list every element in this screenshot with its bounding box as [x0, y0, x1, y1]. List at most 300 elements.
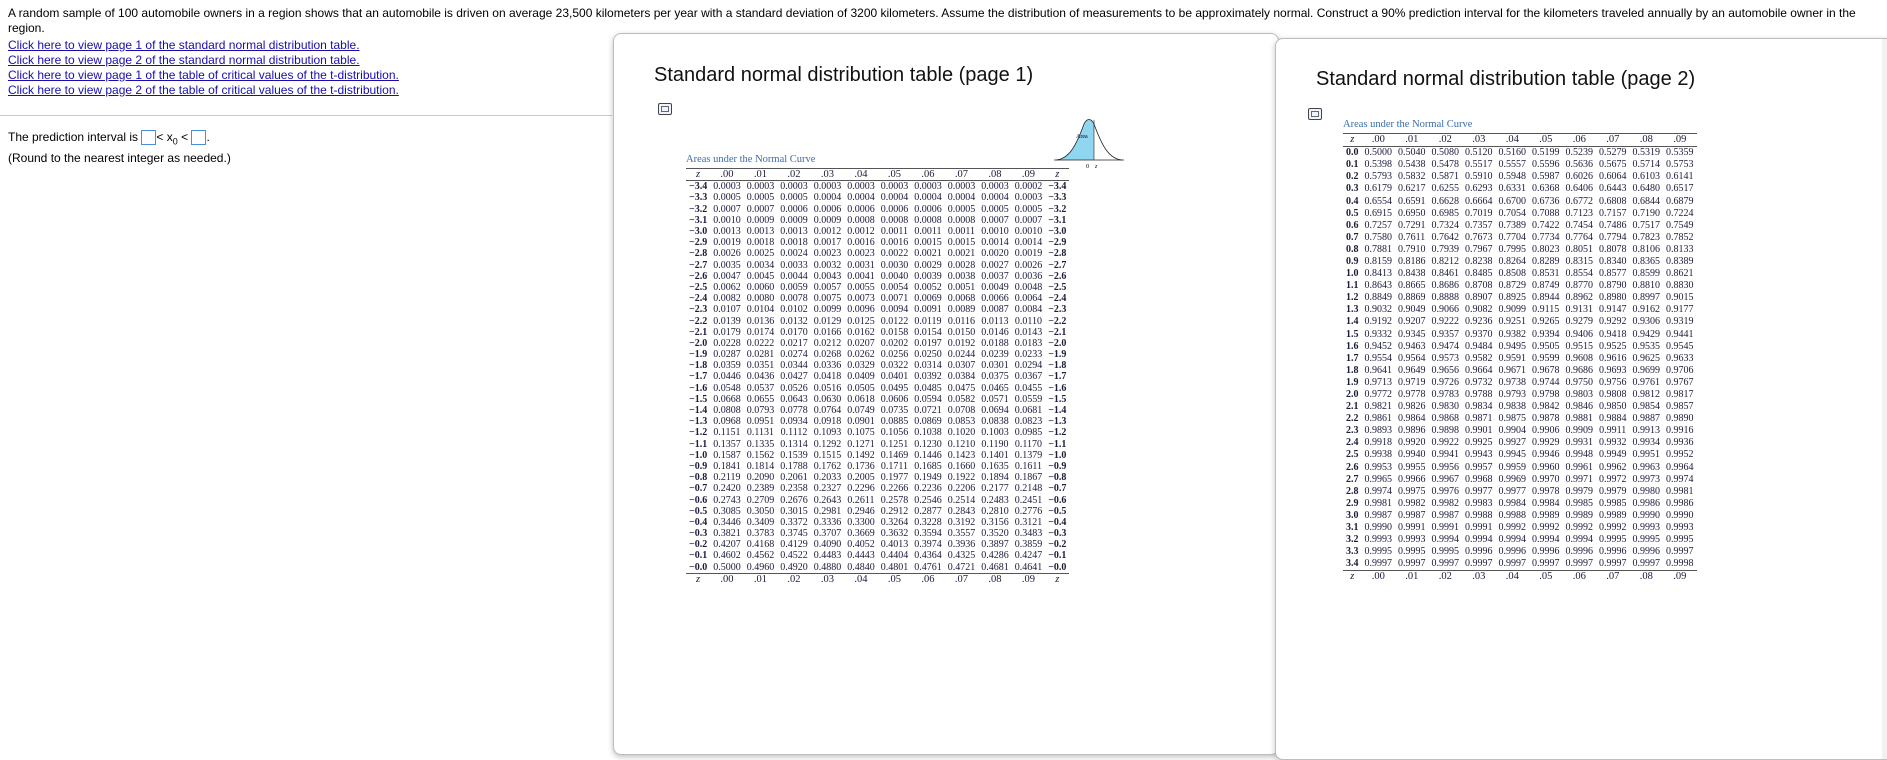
table-cell: 0.8944: [1532, 292, 1560, 304]
table-cell: 0.0918: [813, 416, 842, 428]
table-cell: 0.9713: [1364, 376, 1392, 388]
table-cell: 0.0655: [746, 393, 775, 405]
table-cell: 0.9616: [1599, 352, 1627, 364]
table-cell: 0.9977: [1498, 485, 1526, 497]
table-cell: 0.0516: [813, 382, 842, 394]
table-cell: 0.9987: [1364, 509, 1392, 521]
link-t-table-page-1[interactable]: Click here to view page 1 of the table of critical values of the t-distribution.: [8, 68, 399, 82]
table-cell: 0.0668: [713, 393, 741, 405]
table-cell: 0.0052: [914, 281, 942, 293]
table-cell: 0.9988: [1465, 509, 1493, 521]
table-cell: 0.0041: [847, 270, 875, 282]
table-cell: 0.8389: [1666, 255, 1694, 267]
table-cell: 0.0004: [981, 192, 1009, 204]
table-cell: 0.0002: [1014, 181, 1043, 193]
table-cell: 0.9099: [1498, 304, 1526, 316]
table-cell: 0.9793: [1498, 389, 1526, 401]
normal-table-page-2-window[interactable]: [1275, 38, 1887, 760]
table-cell: −1.5: [689, 393, 708, 405]
table-cell: 0.7734: [1532, 231, 1560, 243]
table-cell: 0.0250: [914, 349, 942, 361]
curve-title: Areas under the Normal Curve: [1343, 119, 1473, 130]
table-cell: 0.6443: [1599, 183, 1627, 195]
table-cell: 0.1660: [947, 460, 976, 472]
table-cell: 0.0606: [880, 393, 909, 405]
table-cell: 0.6628: [1431, 195, 1459, 207]
table-cell: 0.9996: [1599, 546, 1627, 558]
table-cell: 0.0643: [780, 393, 808, 405]
table-cell: 0.9871: [1465, 413, 1493, 425]
table-cell: 0.0084: [1014, 304, 1043, 316]
column-footer: .02: [1429, 571, 1463, 584]
table-cell: 0.0007: [1014, 214, 1043, 226]
table-cell: 0.4880: [813, 561, 842, 573]
table-cell: 0.7: [1346, 231, 1359, 243]
table-cell: −2.5: [689, 281, 708, 293]
table-cell: 0.0125: [847, 315, 875, 327]
table-cell: 0.9929: [1532, 437, 1560, 449]
table-cell: 0.0045: [746, 270, 775, 282]
table-cell: 0.5438: [1398, 159, 1426, 171]
table-cell: 0.0901: [847, 416, 875, 428]
table-cell: −1.4: [1048, 405, 1067, 417]
table-cell: 0.9978: [1532, 485, 1560, 497]
table-cell: 0.9968: [1465, 473, 1493, 485]
table-row: [686, 550, 1069, 561]
table-row: [686, 383, 1069, 394]
table-cell: 0.9887: [1632, 413, 1660, 425]
table-cell: 0.7580: [1364, 231, 1392, 243]
table-cell: 0.9989: [1565, 509, 1593, 521]
table-cell: −1.0: [689, 449, 708, 461]
table-cell: 0.0010: [713, 214, 741, 226]
table-cell: 0.0150: [947, 326, 976, 338]
table-cell: 0.9418: [1599, 328, 1627, 340]
table-cell: 0.6331: [1498, 183, 1526, 195]
table-cell: 0.0778: [780, 405, 808, 417]
table-cell: 0.9936: [1666, 437, 1694, 449]
table-cell: 0.9319: [1666, 316, 1694, 328]
column-footer: .09: [1012, 573, 1046, 585]
table-cell: 0.9988: [1498, 509, 1526, 521]
table-cell: 0.0485: [914, 382, 942, 394]
table-cell: 0.9989: [1599, 509, 1627, 521]
table-cell: 0.9997: [1632, 558, 1660, 570]
table-cell: −1.7: [689, 371, 708, 383]
table-cell: 0.9861: [1364, 413, 1392, 425]
table-cell: 0.4013: [880, 539, 909, 551]
table-cell: 0.0314: [914, 360, 942, 372]
table-row: [1343, 474, 1697, 486]
table-cell: 0.2643: [813, 494, 842, 506]
table-cell: 0.0094: [880, 304, 909, 316]
table-cell: 0.9985: [1599, 497, 1627, 509]
table-cell: 0.0853: [947, 416, 976, 428]
table-cell: 0.1685: [914, 460, 942, 472]
table-cell: 0.6103: [1632, 171, 1660, 183]
table-cell: −2.1: [689, 326, 708, 338]
table-cell: 0.9671: [1498, 364, 1526, 376]
table-cell: 0.9015: [1666, 292, 1694, 304]
table-cell: 0.0006: [847, 203, 875, 215]
table-cell: 0.5040: [1398, 147, 1426, 159]
table-cell: 0.0143: [1014, 326, 1043, 338]
table-cell: 0.4247: [1014, 550, 1043, 562]
table-cell: −1.1: [1048, 438, 1067, 450]
table-row: [686, 260, 1069, 271]
table-row: [686, 427, 1069, 438]
table-cell: 0.9996: [1632, 546, 1660, 558]
table-cell: 0.6554: [1364, 195, 1392, 207]
table-cell: 3.2: [1346, 534, 1359, 546]
table-cell: −2.0: [689, 337, 708, 349]
table-cell: 0.1788: [780, 460, 808, 472]
table-cell: 0.0036: [1014, 270, 1043, 282]
table-cell: 0.9265: [1532, 316, 1560, 328]
table-cell: −0.2: [1048, 539, 1067, 551]
table-cell: 0.0582: [947, 393, 976, 405]
link-normal-table-page-2[interactable]: Click here to view page 2 of the standard normal distribution table.: [8, 53, 360, 67]
table-cell: 0.9983: [1465, 497, 1493, 509]
table-cell: 0.9495: [1498, 340, 1526, 352]
table-cell: 0.0764: [813, 405, 842, 417]
table-cell: 0.0005: [947, 203, 976, 215]
column-footer: .02: [777, 573, 811, 585]
table-cell: 0.9699: [1632, 364, 1660, 376]
table-cell: 0.1841: [713, 460, 741, 472]
table-cell: 0.8340: [1599, 255, 1627, 267]
table-cell: 0.3821: [713, 528, 741, 540]
table-cell: −1.9: [689, 349, 708, 361]
table-cell: 0.3409: [746, 516, 775, 528]
table-cell: 0.2206: [947, 483, 976, 495]
table-cell: 0.8264: [1498, 255, 1526, 267]
table-row: [1343, 195, 1697, 207]
column-footer: .08: [978, 573, 1012, 585]
table-cell: 0.0262: [847, 349, 875, 361]
table-cell: 0.8186: [1398, 255, 1426, 267]
table-cell: 0.9686: [1565, 364, 1593, 376]
table-cell: 0.0026: [713, 248, 741, 260]
table-row: [686, 271, 1069, 282]
table-cell: 0.0375: [981, 371, 1009, 383]
table-cell: 0.0029: [914, 259, 942, 271]
x-symbol: x: [166, 130, 173, 144]
table-cell: 0.0003: [914, 181, 942, 193]
table-cell: 0.9625: [1632, 352, 1660, 364]
table-row: [1343, 341, 1697, 353]
table-cell: 0.5675: [1599, 159, 1627, 171]
column-footer: .05: [1529, 571, 1563, 584]
table-cell: 0.9332: [1364, 328, 1392, 340]
table-cell: 0.6772: [1565, 195, 1593, 207]
table-cell: 0.0044: [780, 270, 808, 282]
table-row: [1343, 462, 1697, 474]
table-cell: 0.0018: [780, 237, 808, 249]
table-cell: 0.9881: [1565, 413, 1593, 425]
table-cell: 1.9: [1346, 376, 1359, 388]
table-cell: 0.9971: [1565, 473, 1593, 485]
table-row: [1343, 244, 1697, 256]
table-cell: 0.9996: [1532, 546, 1560, 558]
table-cell: 0.2148: [1014, 483, 1043, 495]
table-cell: 0.8238: [1465, 255, 1493, 267]
table-header-row: [686, 169, 1069, 181]
table-cell: 0.9279: [1565, 316, 1593, 328]
table-cell: 1.8: [1346, 364, 1359, 376]
table-cell: 0.9990: [1632, 509, 1660, 521]
table-row: [686, 226, 1069, 237]
column-header: .02: [777, 169, 811, 181]
table-cell: 0.2743: [713, 494, 741, 506]
table-cell: 1.5: [1346, 328, 1359, 340]
table-cell: 0.1922: [947, 472, 976, 484]
table-cell: 0.8438: [1398, 268, 1426, 280]
table-cell: 0.5279: [1599, 147, 1627, 159]
table-cell: 0.9970: [1532, 473, 1560, 485]
table-cell: 0.0003: [713, 181, 741, 193]
copy-icon[interactable]: [1308, 108, 1322, 120]
table-cell: 0.3745: [780, 528, 808, 540]
table-cell: 0.0013: [780, 226, 808, 238]
table-cell: 0.9995: [1632, 534, 1660, 546]
table-cell: 0.4681: [981, 561, 1009, 573]
table-cell: −1.6: [689, 382, 708, 394]
table-row: [686, 360, 1069, 371]
upper-bound-input[interactable]: [191, 130, 206, 145]
table-row: [686, 237, 1069, 248]
table-cell: 0.9974: [1364, 485, 1392, 497]
table-cell: 0.9830: [1431, 401, 1459, 413]
table-cell: −2.4: [1048, 293, 1067, 305]
table-cell: 0.2483: [981, 494, 1009, 506]
table-cell: 0.0122: [880, 315, 909, 327]
link-normal-table-page-1[interactable]: Click here to view page 1 of the standard normal distribution table.: [8, 38, 360, 52]
table-cell: 0.1515: [813, 449, 842, 461]
table-cell: −1.3: [689, 416, 708, 428]
table-cell: 0.7291: [1398, 219, 1426, 231]
table-cell: 0.9964: [1666, 461, 1694, 473]
table-cell: 0.1635: [981, 460, 1009, 472]
table-cell: 0.3974: [914, 539, 942, 551]
table-cell: 0.8315: [1565, 255, 1593, 267]
column-footer: .09: [1663, 571, 1697, 584]
table-cell: −0.0: [1048, 561, 1067, 573]
table-cell: 0.9945: [1498, 449, 1526, 461]
table-cell: 0.0102: [780, 304, 808, 316]
table-cell: 0.0188: [981, 337, 1009, 349]
table-cell: −0.2: [689, 539, 708, 551]
table-cell: −3.2: [1048, 203, 1067, 215]
normal-table-page-1-window[interactable]: [613, 33, 1279, 755]
column-footer: .03: [1462, 571, 1496, 584]
table-cell: 0.5557: [1498, 159, 1526, 171]
table-cell: 0.3264: [880, 516, 909, 528]
table-cell: 0.0233: [1014, 349, 1043, 361]
table-cell: 0.2843: [947, 505, 976, 517]
table-cell: 0.9994: [1532, 534, 1560, 546]
column-header: .09: [1663, 134, 1697, 147]
table-cell: 0.8: [1346, 243, 1359, 255]
table-cell: 0.9981: [1666, 485, 1694, 497]
table-cell: 0.2981: [813, 505, 842, 517]
table-cell: 0.9987: [1431, 509, 1459, 521]
table-cell: 0.6064: [1599, 171, 1627, 183]
table-cell: 1.4: [1346, 316, 1359, 328]
table-cell: 0.8413: [1364, 268, 1392, 280]
table-cell: 0.0017: [813, 237, 842, 249]
table-cell: 0.8810: [1632, 280, 1660, 292]
table-cell: 0.1611: [1014, 460, 1043, 472]
table-cell: 0.9370: [1465, 328, 1493, 340]
table-cell: 0.9131: [1565, 304, 1593, 316]
table-cell: 0.0307: [947, 360, 976, 372]
table-cell: 0.0287: [713, 349, 741, 361]
table-cell: 0.2912: [880, 505, 909, 517]
column-header: .07: [945, 169, 979, 181]
column-footer: .08: [1630, 571, 1664, 584]
table-cell: 0.1814: [746, 460, 775, 472]
table-cell: 0.4761: [914, 561, 942, 573]
table-cell: 0.5987: [1532, 171, 1560, 183]
table-cell: −0.4: [1048, 516, 1067, 528]
table-cell: 0.9808: [1599, 389, 1627, 401]
column-header: .07: [1596, 134, 1630, 147]
table-cell: 0.3632: [880, 528, 909, 540]
table-cell: 0.7389: [1498, 219, 1526, 231]
scrollbar[interactable]: [1882, 39, 1887, 759]
link-t-table-page-2[interactable]: Click here to view page 2 of the table of critical values of the t-distribution.: [8, 83, 399, 97]
table-cell: 0.9463: [1398, 340, 1426, 352]
table-cell: 0.3483: [1014, 528, 1043, 540]
table-cell: −0.3: [689, 528, 708, 540]
table-cell: 0.9951: [1632, 449, 1660, 461]
answer-prefix: The prediction interval is: [8, 130, 139, 144]
table-cell: 0.9913: [1632, 425, 1660, 437]
table-cell: 0.4129: [780, 539, 808, 551]
table-cell: 0.9995: [1398, 546, 1426, 558]
table-cell: −2.7: [1048, 259, 1067, 271]
table-row: [686, 405, 1069, 416]
table-row: [686, 327, 1069, 338]
table-cell: 0.1020: [947, 427, 976, 439]
table-cell: 0.9979: [1565, 485, 1593, 497]
table-cell: 0.0014: [981, 237, 1009, 249]
table-cell: 0.9994: [1465, 534, 1493, 546]
table-cell: 0.7224: [1666, 207, 1694, 219]
table-cell: 0.0068: [947, 293, 976, 305]
table-cell: 0.9857: [1666, 401, 1694, 413]
table-cell: 0.9884: [1599, 413, 1627, 425]
table-cell: 0.7123: [1565, 207, 1593, 219]
table-cell: 0.0003: [847, 181, 875, 193]
column-header: z: [1343, 134, 1362, 147]
table-cell: −1.8: [689, 360, 708, 372]
table-cell: 0.1711: [880, 460, 909, 472]
table-cell: 0.0024: [780, 248, 808, 260]
table-cell: 0.8686: [1431, 280, 1459, 292]
table-cell: 0.0179: [713, 326, 741, 338]
table-cell: 0.0021: [914, 248, 942, 260]
divider: [0, 115, 612, 116]
table-cell: 0.9986: [1632, 497, 1660, 509]
table-cell: 0.9177: [1666, 304, 1694, 316]
table-cell: 0.9357: [1431, 328, 1459, 340]
table-cell: 0.6368: [1532, 183, 1560, 195]
table-cell: 2.4: [1346, 437, 1359, 449]
copy-icon[interactable]: [658, 103, 672, 115]
table-row: [1343, 159, 1697, 171]
table-cell: 0.1423: [947, 449, 976, 461]
table-cell: 0.9554: [1364, 352, 1392, 364]
table-cell: 0.9973: [1632, 473, 1660, 485]
table-cell: 0.0136: [746, 315, 775, 327]
table-row: [686, 371, 1069, 382]
table-row: [686, 528, 1069, 539]
table-cell: −3.1: [689, 214, 708, 226]
table-cell: 0.9429: [1632, 328, 1660, 340]
table-cell: 0.6406: [1565, 183, 1593, 195]
table-cell: 0.0011: [914, 226, 942, 238]
table-cell: 0.0934: [780, 416, 808, 428]
table-cell: 0.9975: [1398, 485, 1426, 497]
table-cell: 0.9608: [1565, 352, 1593, 364]
table-cell: 0.9992: [1498, 522, 1526, 534]
table-cell: 0.0066: [981, 293, 1009, 305]
table-cell: −0.9: [689, 460, 708, 472]
table-cell: 0.0004: [880, 192, 909, 204]
table-cell: 0.0239: [981, 349, 1009, 361]
table-cell: 0.0010: [1014, 226, 1043, 238]
table-cell: 0.9756: [1599, 376, 1627, 388]
x-subscript: 0: [172, 136, 178, 147]
table-cell: 0.8621: [1666, 268, 1694, 280]
table-row: [686, 562, 1069, 574]
table-cell: 0.0951: [746, 416, 775, 428]
table-cell: 0.0968: [713, 416, 741, 428]
table-cell: 0.0162: [847, 326, 875, 338]
lower-bound-input[interactable]: [141, 130, 156, 145]
table-cell: 0.2327: [813, 483, 842, 495]
table-cell: 0.0030: [880, 259, 909, 271]
table-cell: 0.9909: [1565, 425, 1593, 437]
table-cell: 0.3121: [1014, 516, 1043, 528]
table-row: [1343, 498, 1697, 510]
table-cell: 0.9641: [1364, 364, 1392, 376]
table-cell: 0.0012: [847, 226, 875, 238]
table-row: [1343, 510, 1697, 522]
column-footer: .00: [1362, 571, 1396, 584]
table-cell: 0.0007: [746, 203, 775, 215]
table-cell: 0.9591: [1498, 352, 1526, 364]
table-cell: 0.9991: [1398, 522, 1426, 534]
table-cell: 0.0129: [813, 315, 842, 327]
table-cell: 0.2578: [880, 494, 909, 506]
table-row: [1343, 522, 1697, 534]
table-row: [1343, 353, 1697, 365]
table-cell: 0.5948: [1498, 171, 1526, 183]
table-cell: 0.0019: [713, 237, 741, 249]
table-cell: 0.9838: [1498, 401, 1526, 413]
table-cell: −3.0: [689, 226, 708, 238]
table-row: [1343, 232, 1697, 244]
table-cell: 0.7517: [1632, 219, 1660, 231]
table-cell: 0.2005: [847, 472, 875, 484]
table-cell: 0.9678: [1532, 364, 1560, 376]
table-cell: 0.8461: [1431, 268, 1459, 280]
table-cell: 0.0708: [947, 405, 976, 417]
table-cell: 0.9994: [1431, 534, 1459, 546]
